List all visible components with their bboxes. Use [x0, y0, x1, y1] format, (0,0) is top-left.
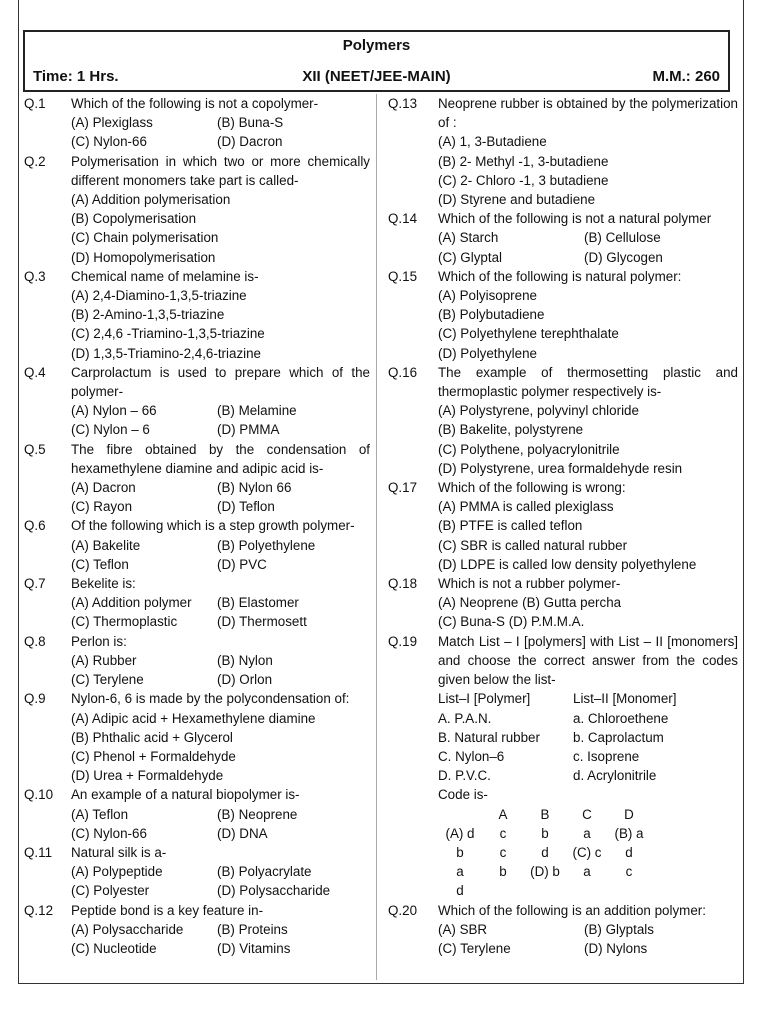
option-text: (B) 2- Methyl -1, 3-butadiene [438, 153, 609, 169]
list-one-item: A. P.A.N. [438, 710, 492, 726]
option-text: (C) SBR is called natural rubber [438, 537, 628, 553]
question-number: Q.5 [24, 441, 46, 457]
option-text: (D) DNA [217, 825, 268, 841]
option-text: (C) Chain polymerisation [71, 230, 219, 246]
list-two-item: b. Caprolactum [573, 729, 664, 745]
option-text: (B) Glyptals [584, 921, 654, 937]
code-table [438, 805, 738, 901]
question-options [438, 228, 738, 266]
option-text: (A) Teflon [71, 806, 129, 822]
option-text: (C) 2,4,6 -Triamino-1,3,5-triazine [71, 326, 265, 342]
match-list-row [438, 728, 738, 747]
question-text: Nylon-6, 6 is made by the polycondensation of: [71, 691, 350, 707]
option-text: (B) Cellulose [584, 230, 661, 246]
list-heading: List–I [Polymer] [438, 691, 531, 707]
option-text: (B) PTFE is called teflon [438, 518, 583, 534]
question-item [388, 478, 738, 574]
question-text: An example of a natural biopolymer is- [71, 787, 300, 803]
question-options [71, 805, 370, 843]
question-item [24, 440, 370, 517]
question-options [71, 401, 370, 439]
list-two-item: a. Chloroethene [573, 710, 669, 726]
option-text: (A) Dacron [71, 480, 136, 496]
code-cell: a [456, 864, 464, 880]
option-text: (B) Polybutadiene [438, 307, 545, 323]
option-text: (A) Bakelite [71, 537, 141, 553]
option-text: (C) Terylene [438, 940, 511, 956]
question-text: Natural silk is a- [71, 844, 167, 860]
question-number: Q.4 [24, 364, 46, 380]
question-options [438, 593, 738, 631]
question-options [71, 862, 370, 900]
option-text: (A) Starch [438, 230, 499, 246]
option-text: (B) Nylon 66 [217, 480, 292, 496]
option-text: (A) Neoprene (B) Gutta percha [438, 595, 622, 611]
option-text: (A) SBR [438, 921, 488, 937]
option-text: (D) PVC [217, 556, 267, 572]
option-text: (B) Phthalic acid + Glycerol [71, 729, 233, 745]
code-header-cell: A [498, 806, 508, 822]
question-text: Neoprene rubber is obtained by the polymerization of : [438, 96, 738, 131]
option-text: (B) Neoprene [217, 806, 298, 822]
code-cell: c [625, 864, 633, 880]
option-text: (B) Bakelite, polystyrene [438, 422, 584, 438]
question-text: Polymerisation in which two or more chemically different monomers take part is called- [71, 153, 370, 188]
question-text: Bekelite is: [71, 576, 136, 592]
question-item [24, 152, 370, 267]
question-options [71, 536, 370, 574]
question-text: Which of the following is not a natural polymer [438, 211, 712, 227]
question-text: Chemical name of melamine is- [71, 268, 259, 284]
code-header-cell [438, 805, 482, 824]
option-text: (C) Nylon-66 [71, 134, 147, 150]
option-text: (C) Nucleotide [71, 940, 157, 956]
option-text: (A) PMMA is called plexiglass [438, 499, 614, 515]
option-text: (D) PMMA [217, 422, 280, 438]
question-item [24, 843, 370, 901]
option-text: (B) 2-Amino-1,3,5-triazine [71, 307, 225, 323]
question-item [388, 901, 738, 959]
question-options [438, 132, 738, 209]
question-item [24, 785, 370, 843]
option-text: (B) Buna-S [217, 115, 284, 131]
max-marks-label: M.M.: 260 [652, 68, 720, 85]
question-item [388, 574, 738, 632]
question-number: Q.13 [388, 96, 418, 111]
question-options [438, 920, 738, 958]
option-text: (D) Dacron [217, 134, 283, 150]
question-item [24, 901, 370, 959]
option-text: (D) Thermosett [217, 614, 307, 630]
question-item [24, 94, 370, 152]
question-options [71, 920, 370, 958]
right-column [388, 94, 738, 958]
question-options [438, 286, 738, 363]
option-text: (A) Polypeptide [71, 864, 163, 880]
option-text: (D) 1,3,5-Triamino-2,4,6-triazine [71, 345, 262, 361]
option-text: (C) Nylon – 6 [71, 422, 150, 438]
question-number: Q.1 [24, 96, 46, 111]
question-text: Carprolactum is used to prepare which of the polymer- [71, 364, 370, 400]
option-text: (C) Rayon [71, 499, 133, 515]
option-text: (D) Urea + Formaldehyde [71, 768, 224, 784]
question-number: Q.15 [388, 268, 418, 284]
option-text: (D) Teflon [217, 499, 275, 515]
option-text: (C) Glyptal [438, 249, 502, 265]
option-text: (C) Polythene, polyacrylonitrile [438, 441, 620, 457]
question-text: Peptide bond is a key feature in- [71, 902, 264, 918]
question-number: Q.7 [24, 576, 46, 592]
code-cell: c [499, 825, 507, 841]
option-text: (C) Thermoplastic [71, 614, 178, 630]
option-text: (D) Polystyrene, urea formaldehyde resin [438, 460, 683, 476]
code-cell: b [456, 844, 464, 860]
question-number: Q.3 [24, 268, 46, 284]
question-item [24, 267, 370, 363]
option-text: (D) Polyethylene [438, 345, 537, 361]
option-text: (C) Polyethylene terephthalate [438, 326, 619, 342]
paper-title: Polymers [342, 37, 411, 54]
list-two-item: c. Isoprene [573, 748, 640, 764]
option-text: (A) Adipic acid + Hexamethylene diamine [71, 710, 316, 726]
question-text: Which of the following is not a copolymer- [71, 96, 319, 111]
question-text: Perlon is: [71, 633, 127, 649]
option-text: (C) Phenol + Formaldehyde [71, 748, 236, 764]
question-number: Q.20 [388, 902, 418, 918]
code-cell: d [456, 883, 464, 899]
option-text: (C) Terylene [71, 672, 144, 688]
question-item [24, 363, 370, 440]
option-text: (D) Styrene and butadiene [438, 192, 596, 208]
option-text: (B) Nylon [217, 652, 273, 668]
match-list-header [438, 689, 738, 708]
option-text: (A) Nylon – 66 [71, 403, 157, 419]
list-heading: List–II [Monomer] [573, 691, 677, 707]
match-list-row [438, 747, 738, 766]
option-text: (C) Buna-S (D) P.M.M.A. [438, 614, 585, 630]
option-text: (D) Vitamins [217, 940, 291, 956]
option-text: (C) Nylon-66 [71, 825, 147, 841]
option-text: (A) Rubber [71, 652, 137, 668]
code-header-cell: B [540, 806, 550, 822]
match-list-row [438, 709, 738, 728]
question-number: Q.2 [24, 153, 46, 169]
code-header-cell: D [624, 806, 634, 822]
option-text: (C) Polyester [71, 883, 150, 899]
option-text: (C) Teflon [71, 556, 129, 572]
code-cell: d [625, 844, 633, 860]
question-number: Q.6 [24, 518, 46, 534]
time-label: Time: 1 Hrs. [33, 68, 119, 85]
question-text: Match List – I [polymers] with List – II [monomers] and choose the correct answer from the codes given below the list- [438, 633, 738, 688]
option-text: (A) Polyisoprene [438, 288, 537, 304]
question-options [438, 497, 738, 574]
question-options [71, 286, 370, 363]
code-cell: b [541, 825, 549, 841]
option-text: (D) Homopolymerisation [71, 249, 216, 265]
question-number: Q.9 [24, 691, 46, 707]
question-text: Which of the following is wrong: [438, 480, 626, 496]
question-options [71, 478, 370, 516]
option-text: (B) Proteins [217, 921, 288, 937]
option-text: (A) Polystyrene, polyvinyl chloride [438, 403, 639, 419]
option-text: (A) 1, 3-Butadiene [438, 134, 547, 150]
question-number: Q.11 [24, 844, 53, 860]
question-text: Which is not a rubber polymer- [438, 576, 621, 592]
question-number: Q.8 [24, 633, 46, 649]
question-options [71, 709, 370, 786]
code-cell: (B) a [614, 825, 644, 841]
code-cell: (A) d [445, 825, 475, 841]
option-text: (D) Glycogen [584, 249, 663, 265]
option-text: (B) Polyacrylate [217, 864, 312, 880]
list-two-item: d. Acrylonitrile [573, 768, 657, 784]
code-cell: d [541, 844, 549, 860]
question-text: Of the following which is a step growth polymer- [71, 518, 355, 534]
option-text: (B) Polyethylene [217, 537, 316, 553]
option-text: (C) 2- Chloro -1, 3 butadiene [438, 172, 609, 188]
question-number: Q.14 [388, 211, 418, 227]
question-number: Q.17 [388, 480, 418, 496]
question-item [388, 209, 738, 267]
paper-header [23, 30, 730, 92]
column-divider [376, 94, 377, 980]
option-text: (D) Orlon [217, 672, 273, 688]
question-text: The example of thermosetting plastic and thermoplastic polymer respectively is- [438, 364, 738, 400]
question-options [71, 593, 370, 631]
question-options [71, 651, 370, 689]
list-one-item: D. P.V.C. [438, 768, 491, 784]
code-cell: (D) b [530, 864, 560, 880]
option-text: (A) Polysaccharide [71, 921, 184, 937]
question-item [24, 689, 370, 785]
question-item [388, 632, 738, 901]
question-options [71, 113, 370, 151]
class-label: XII (NEET/JEE-MAIN) [302, 68, 451, 85]
code-cell: (C) c [572, 844, 602, 860]
option-text: (A) 2,4-Diamino-1,3,5-triazine [71, 288, 247, 304]
question-options [438, 401, 738, 478]
option-text: (B) Melamine [217, 403, 297, 419]
match-list-row [438, 766, 738, 785]
question-item [24, 632, 370, 690]
question-number: Q.12 [24, 902, 54, 918]
option-text: (B) Copolymerisation [71, 211, 197, 227]
question-item [24, 516, 370, 574]
code-label: Code is- [438, 787, 488, 803]
list-one-item: C. Nylon–6 [438, 748, 505, 764]
question-item [388, 363, 738, 478]
code-cell: a [583, 825, 591, 841]
option-text: (A) Addition polymerisation [71, 192, 231, 208]
question-number: Q.19 [388, 633, 418, 649]
question-text: Which of the following is natural polymer: [438, 268, 682, 284]
left-column [24, 94, 370, 958]
option-text: (D) LDPE is called low density polyethylene [438, 556, 697, 572]
option-text: (B) Elastomer [217, 595, 299, 611]
question-item [388, 94, 738, 209]
code-cell: c [499, 844, 507, 860]
question-number: Q.10 [24, 787, 54, 803]
code-cell: a [583, 864, 591, 880]
question-number: Q.16 [388, 364, 418, 380]
code-cell: b [499, 864, 507, 880]
option-text: (D) Nylons [584, 940, 648, 956]
question-number: Q.18 [388, 576, 418, 592]
code-header-cell: C [582, 806, 592, 822]
option-text: (A) Addition polymer [71, 595, 192, 611]
question-text: The fibre obtained by the condensation of hexamethylene diamine and adipic acid is- [71, 441, 370, 476]
question-options [71, 190, 370, 267]
option-text: (D) Polysaccharide [217, 883, 331, 899]
question-item [388, 267, 738, 363]
list-one-item: B. Natural rubber [438, 729, 540, 745]
option-text: (A) Plexiglass [71, 115, 153, 131]
question-item [24, 574, 370, 632]
question-text: Which of the following is an addition polymer: [438, 902, 706, 918]
